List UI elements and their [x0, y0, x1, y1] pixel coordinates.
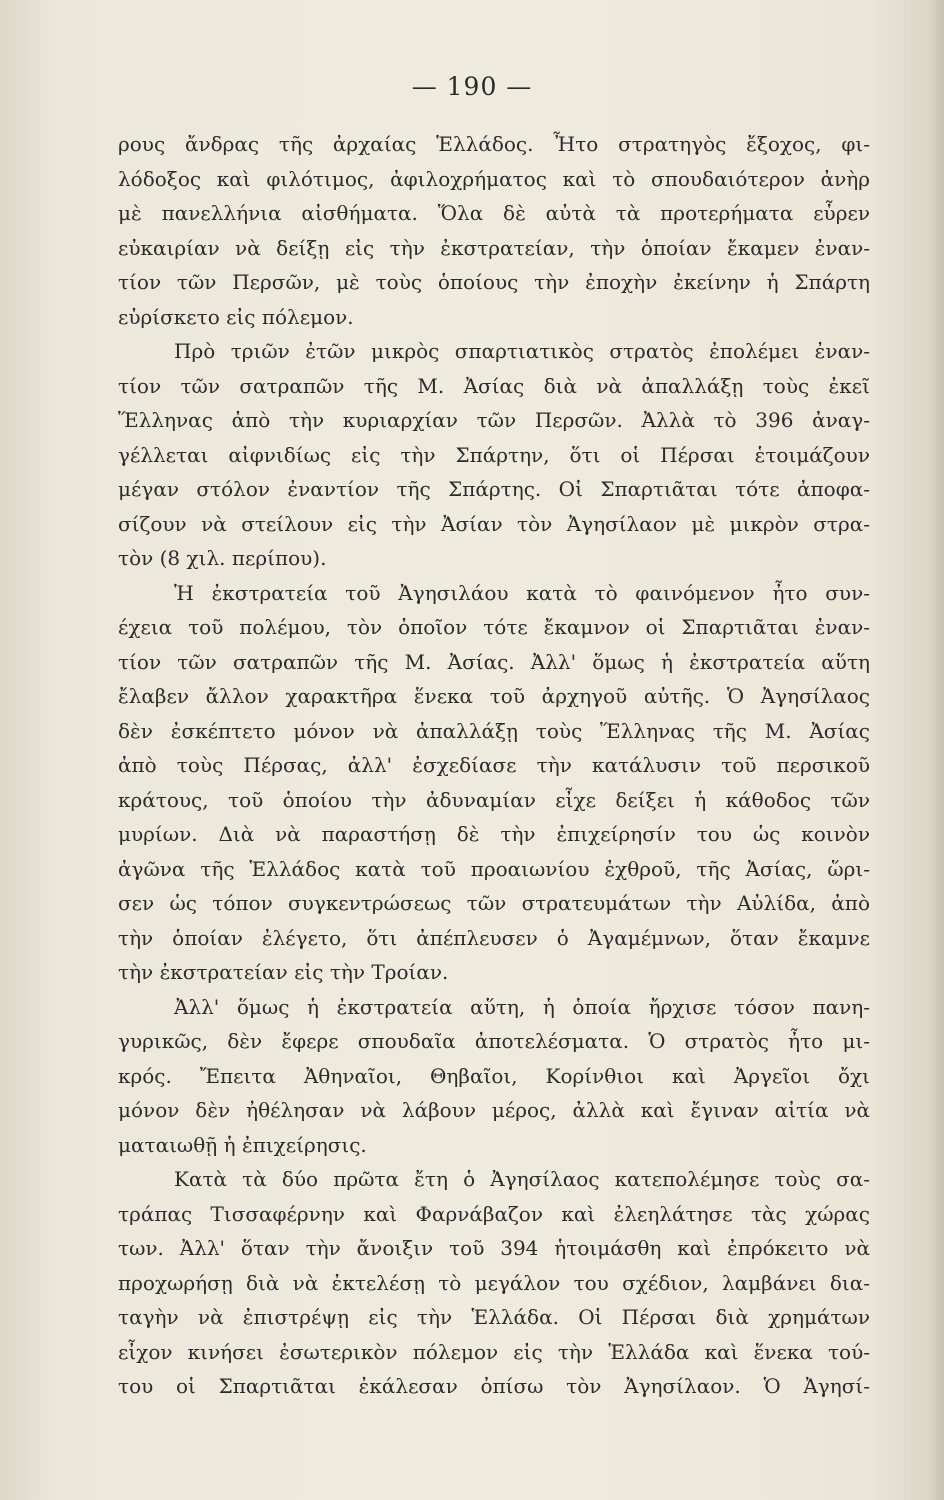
text-line: τὸν (8 χιλ. περίπου).: [118, 546, 327, 570]
text-line: κρός. Ἔπειτα Ἀθηναῖοι, Θηβαῖοι, Κορίνθιοι καὶ Ἀργεῖοι ὄχι: [118, 1063, 870, 1088]
text-line: σεν ὡς τόπον συγκεντρώσεως τῶν στρατευμάτων τὴν Αὐλίδα, ἀπὸ: [118, 891, 870, 915]
text-line: σίζουν νὰ στείλουν εἰς τὴν Ἀσίαν τὸν Ἀγησίλαον μὲ μικρὸν στρα-: [118, 511, 870, 536]
text-line: τὴν ὁποίαν ἐλέγετο, ὅτι ἀπέπλευσεν ὁ Ἀγαμέμνων, ὅταν ἔκαμνε: [118, 925, 870, 950]
text-line: Κατὰ τὰ δύο πρῶτα ἔτη ὁ Ἀγησίλαος κατεπολέμησε τοὺς σα-: [174, 1167, 870, 1191]
text-line: μὲ πανελλήνια αἰσθήματα. Ὅλα δὲ αὐτὰ τὰ προτερήματα εὗρεν: [118, 201, 870, 225]
text-line: τράπας Τισσαφέρνην καὶ Φαρνάβαζον καὶ ἐλεηλάτησε τὰς χώρας: [118, 1201, 870, 1226]
text-line: τίον τῶν σατραπῶν τῆς Μ. Ἀσίας διὰ νὰ ἀπαλλάξῃ τοὺς ἐκεῖ: [118, 373, 870, 398]
text-line: έχεια τοῦ πολέμου, τὸν ὁποῖον τότε ἔκαμνον οἱ Σπαρτιᾶται ἐναν-: [118, 615, 870, 639]
text-line: εἶχον κινήσει ἐσωτερικὸν πόλεμον εἰς τὴν Ἑλλάδα καὶ ἕνεκα τού-: [118, 1339, 870, 1364]
text-line: των. Ἀλλ' ὅταν τὴν ἄνοιξιν τοῦ 394 ἡτοιμάσθη καὶ ἐπρόκειτο νὰ: [118, 1236, 870, 1260]
text-line: μέγαν στόλον ἐναντίον τῆς Σπάρτης. Οἱ Σπαρτιᾶται τότε ἀποφα-: [118, 477, 870, 501]
text-line: του οἱ Σπαρτιᾶται ἐκάλεσαν ὀπίσω τὸν Ἀγησίλαον. Ὁ Ἀγησί-: [118, 1374, 870, 1398]
text-line: προχωρήσῃ διὰ νὰ ἐκτελέσῃ τὸ μεγάλον του σχέδιον, λαμβάνει δια-: [118, 1270, 870, 1295]
text-line: μόνον δὲν ἠθέλησαν νὰ λάβουν μέρος, ἀλλὰ καὶ ἔγιναν αἰτία νὰ: [118, 1098, 870, 1122]
text-line: Ἀλλ' ὅμως ἡ ἐκστρατεία αὕτη, ἡ ὁποία ἤρχισε τόσον πανη-: [174, 994, 870, 1019]
text-line: Ἕλληνας ἀπὸ τὴν κυριαρχίαν τῶν Περσῶν. Ἀλλὰ τὸ 396 ἀναγ-: [118, 408, 870, 432]
text-line: εὐκαιρίαν νὰ δείξῃ εἰς τὴν ἐκστρατείαν, τὴν ὁποίαν ἔκαμεν ἐναν-: [118, 235, 870, 260]
text-line: μυρίων. Διὰ νὰ παραστήσῃ δὲ τὴν ἐπιχείρησίν του ὡς κοινὸν: [118, 822, 870, 846]
text-line: ρους ἄνδρας τῆς ἀρχαίας Ἑλλάδος. Ἦτο στρατηγὸς ἔξοχος, φι-: [118, 132, 870, 156]
text-line: κράτους, τοῦ ὁποίου τὴν ἀδυναμίαν εἶχε δείξει ἡ κάθοδος τῶν: [118, 787, 870, 812]
text-line: ταγὴν νὰ ἐπιστρέψῃ εἰς τὴν Ἑλλάδα. Οἱ Πέρσαι διὰ χρημάτων: [118, 1305, 870, 1329]
text-line: γυρικῶς, δὲν ἔφερε σπουδαῖα ἀποτελέσματα. Ὁ στρατὸς ἦτο μι-: [118, 1029, 870, 1053]
text-line: Ἡ ἐκστρατεία τοῦ Ἀγησιλάου κατὰ τὸ φαινόμενον ἦτο συν-: [174, 580, 870, 605]
text-line: γέλλεται αἰφνιδίως εἰς τὴν Σπάρτην, ὅτι οἱ Πέρσαι ἑτοιμάζουν: [118, 442, 870, 467]
body-text: [118, 127, 870, 1404]
text-line: λόδοξος καὶ φιλότιμος, ἀφιλοχρήματος καὶ τὸ σπουδαιότερον ἀνὴρ: [118, 166, 870, 191]
text-line: ἀγῶνα τῆς Ἑλλάδος κατὰ τοῦ προαιωνίου ἐχθροῦ, τῆς Ἀσίας, ὥρι-: [118, 856, 870, 881]
text-line: εὑρίσκετο εἰς πόλεμον.: [118, 304, 354, 329]
text-line: ματαιωθῇ ἡ ἐπιχείρησις.: [118, 1132, 367, 1157]
text-line: δὲν ἐσκέπτετο μόνον νὰ ἀπαλλάξῃ τοὺς Ἕλληνας τῆς Μ. Ἀσίας: [118, 718, 870, 743]
text-line: τίον τῶν Περσῶν, μὲ τοὺς ὁποίους τὴν ἐποχὴν ἐκείνην ἡ Σπάρτη: [118, 270, 870, 294]
text-line: Πρὸ τριῶν ἐτῶν μικρὸς σπαρτιατικὸς στρατὸς ἐπολέμει ἐναν-: [174, 339, 870, 363]
text-line: ἀπὸ τοὺς Πέρσας, ἀλλ' ἐσχεδίασε τὴν κατάλυσιν τοῦ περσικοῦ: [118, 753, 870, 777]
page-edge-shadow: [930, 0, 944, 1500]
text-line: τὴν ἐκστρατείαν εἰς τὴν Τροίαν.: [118, 960, 449, 984]
text-line: ἔλαβεν ἄλλον χαρακτῆρα ἕνεκα τοῦ ἀρχηγοῦ αὐτῆς. Ὁ Ἀγησίλαος: [118, 684, 870, 708]
page-number: — 190 —: [411, 72, 533, 101]
text-line: τίον τῶν σατραπῶν τῆς Μ. Ἀσίας. Ἀλλ' ὅμως ἡ ἐκστρατεία αὕτη: [118, 649, 870, 674]
